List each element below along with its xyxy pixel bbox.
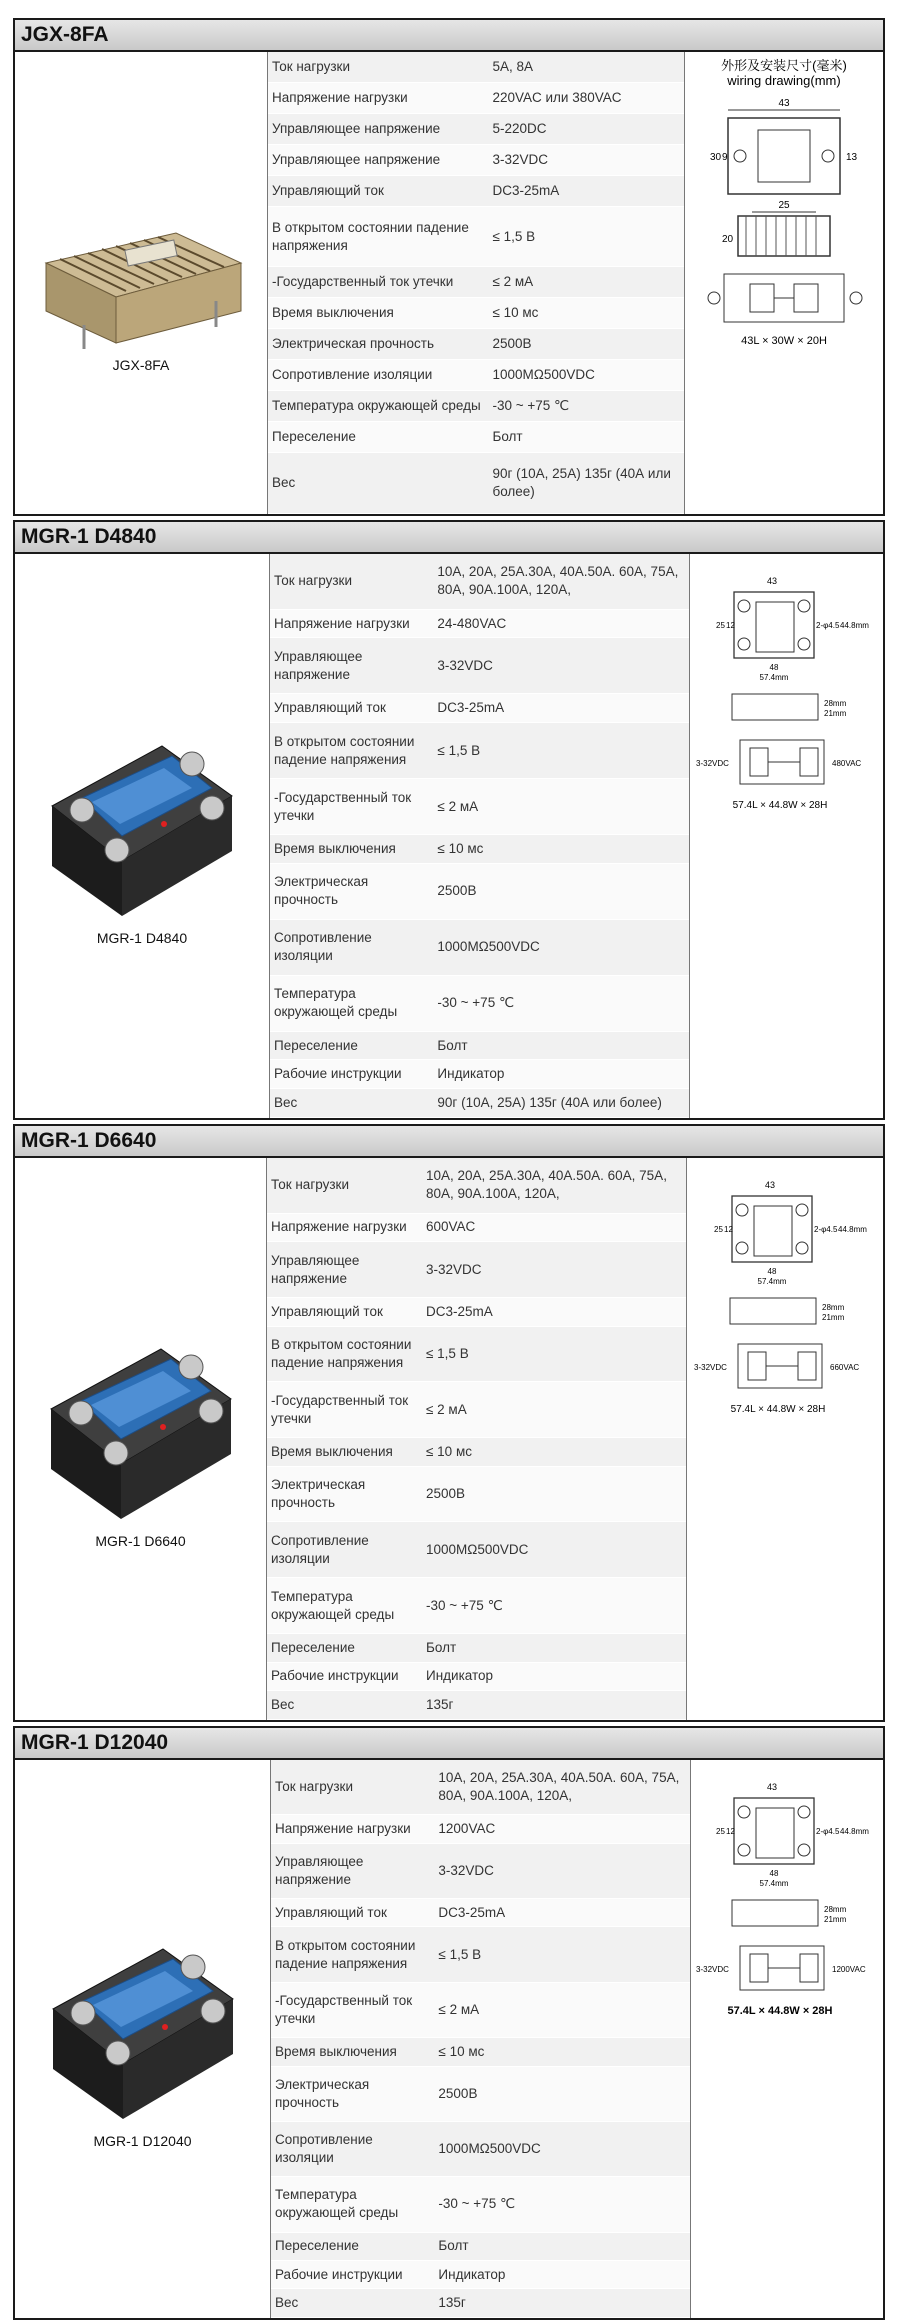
dim-label: 3-32VDC — [696, 1965, 729, 1974]
spec-label: Переселение — [267, 1633, 422, 1662]
spec-label: Сопротивление изоляции — [270, 919, 433, 975]
spec-row — [271, 2121, 690, 2176]
spec-row — [271, 2232, 690, 2260]
spec-row — [270, 1089, 689, 1118]
spec-row — [267, 1633, 686, 1662]
spec-label: Электрическая прочность — [267, 1466, 422, 1522]
spec-row — [271, 1760, 690, 1815]
spec-value: ≤ 2 мА — [422, 1382, 686, 1438]
spec-value: Болт — [434, 2232, 690, 2260]
wiring-drawing — [690, 1158, 880, 1438]
spec-value: ≤ 2 мА — [488, 267, 684, 298]
spec-row — [267, 1691, 686, 1720]
spec-row — [268, 391, 684, 422]
spec-label: Время выключения — [268, 298, 488, 329]
spec-value: DC3-25mA — [422, 1297, 686, 1326]
spec-label: Время выключения — [267, 1438, 422, 1467]
spec-row — [271, 1898, 690, 1926]
product-photo-panel — [15, 1760, 271, 2318]
spec-value: ≤ 2 мА — [434, 1982, 690, 2037]
spec-value: ≤ 1,5 В — [488, 206, 684, 266]
spec-row — [268, 329, 684, 360]
product-title: JGX-8FA — [15, 20, 883, 52]
dim-label: 28mm — [823, 699, 846, 708]
spec-value: -30 ~ +75 ℃ — [434, 2177, 690, 2232]
dim-label: 660VAC — [830, 1363, 860, 1372]
spec-row — [270, 609, 689, 638]
spec-table — [271, 1760, 690, 2318]
spec-label: -Государственный ток утечки — [267, 1382, 422, 1438]
spec-value: 1000MΩ500VDC — [433, 919, 689, 975]
dim-label: 44.8mm — [838, 1225, 867, 1234]
spec-table — [267, 1158, 686, 1720]
spec-label: -Государственный ток утечки — [270, 779, 433, 835]
dim-label: 57.4mm — [757, 1277, 787, 1286]
spec-label: Вес — [271, 2289, 434, 2318]
spec-value: 3-32VDC — [488, 144, 684, 175]
product-section — [13, 520, 885, 1120]
spec-value: 1000MΩ500VDC — [434, 2121, 690, 2176]
spec-value: 3-32VDC — [433, 638, 689, 694]
spec-row — [270, 779, 689, 835]
spec-value: ≤ 10 мс — [488, 298, 684, 329]
wiring-drawing-panel — [690, 554, 883, 1118]
spec-value: ≤ 2 мА — [433, 779, 689, 835]
dim-label: 3-32VDC — [695, 759, 729, 768]
spec-value: Болт — [433, 1031, 689, 1060]
spec-row — [268, 267, 684, 298]
spec-row — [267, 1578, 686, 1634]
spec-row — [271, 2038, 690, 2066]
spec-value: 90г (10А, 25А) 135г (40А или более) — [433, 1089, 689, 1118]
size-label: 57.4L × 44.8W × 28H — [730, 1404, 826, 1415]
spec-value: 5-220DC — [488, 113, 684, 144]
product-section — [13, 1124, 885, 1722]
spec-value: DC3-25mA — [433, 694, 689, 723]
spec-panel — [270, 554, 690, 1118]
spec-label: -Государственный ток утечки — [271, 1982, 434, 2037]
spec-value: 220VAC или 380VAC — [488, 82, 684, 113]
spec-label: Рабочие инструкции — [267, 1662, 422, 1691]
dim-label: 13 — [846, 152, 858, 163]
wiring-drawing — [692, 554, 882, 834]
dim-label: 12 — [726, 1827, 735, 1836]
spec-row — [268, 298, 684, 329]
spec-label: Температура окружающей среды — [270, 975, 433, 1031]
spec-label: В открытом состоянии падение напряжения — [270, 723, 433, 779]
spec-label: Управляющее напряжение — [270, 638, 433, 694]
dim-label: 43 — [764, 1180, 776, 1190]
spec-label: Сопротивление изоляции — [268, 360, 488, 391]
dim-label: 480VAC — [831, 759, 861, 768]
spec-label: Вес — [270, 1089, 433, 1118]
spec-table — [270, 554, 689, 1118]
spec-label: Ток нагрузки — [267, 1158, 422, 1213]
spec-row — [267, 1466, 686, 1522]
product-photo — [41, 1329, 241, 1529]
dim-label: 43 — [766, 1782, 778, 1792]
dim-label: 57.4mm — [759, 1879, 789, 1888]
product-photo-panel — [15, 52, 268, 514]
spec-label: В открытом состоянии падение напряжения — [268, 206, 488, 266]
spec-label: Электрическая прочность — [268, 329, 488, 360]
dim-label: 25 — [715, 621, 725, 630]
spec-row — [270, 554, 689, 609]
spec-row — [271, 2066, 690, 2121]
spec-value: ≤ 1,5 В — [433, 723, 689, 779]
dim-label: 2-φ4.5 — [814, 1225, 838, 1234]
spec-value: 5A, 8A — [488, 52, 684, 82]
spec-table — [268, 52, 684, 514]
spec-label: Управляющее напряжение — [268, 113, 488, 144]
spec-panel — [267, 1158, 687, 1720]
spec-label: Напряжение нагрузки — [268, 82, 488, 113]
spec-value: 3-32VDC — [434, 1843, 690, 1898]
product-photo — [43, 1929, 243, 2129]
spec-row — [270, 694, 689, 723]
spec-value: 135г — [434, 2289, 690, 2318]
spec-label: Сопротивление изоляции — [267, 1522, 422, 1578]
size-label: 57.4L × 44.8W × 28H — [727, 2005, 833, 2017]
dim-label: 2-φ4.5 — [815, 621, 839, 630]
product-caption: JGX-8FA — [112, 357, 170, 373]
spec-value: -30 ~ +75 ℃ — [433, 975, 689, 1031]
spec-row — [267, 1213, 686, 1242]
spec-row — [268, 206, 684, 266]
spec-row — [270, 638, 689, 694]
dim-label: 21mm — [822, 1313, 845, 1322]
spec-value: DC3-25mA — [434, 1898, 690, 1926]
spec-row — [268, 422, 684, 453]
spec-value: 3-32VDC — [422, 1242, 686, 1298]
dim-label: 25 — [778, 200, 790, 211]
spec-label: Управляющее напряжение — [268, 144, 488, 175]
spec-value: ≤ 10 мс — [434, 2038, 690, 2066]
spec-label: -Государственный ток утечки — [268, 267, 488, 298]
spec-label: Управляющее напряжение — [267, 1242, 422, 1298]
dim-label: 2-φ4.5 — [816, 1827, 840, 1836]
spec-value: 135г — [422, 1691, 686, 1720]
spec-row — [270, 919, 689, 975]
dim-label: 48 — [767, 1267, 777, 1276]
dim-label: 21mm — [823, 709, 846, 718]
spec-row — [267, 1522, 686, 1578]
spec-value: 10A, 20A, 25A.30A, 40A.50A. 60A, 75A, 80A, 90A.100A, 120A, — [422, 1158, 686, 1213]
spec-value: ≤ 1,5 В — [422, 1326, 686, 1382]
spec-row — [271, 2289, 690, 2318]
spec-value: 1000MΩ500VDC — [422, 1522, 686, 1578]
spec-label: Управляющий ток — [268, 175, 488, 206]
spec-row — [270, 863, 689, 919]
product-title: MGR-1 D4840 — [15, 522, 883, 554]
spec-label: Сопротивление изоляции — [271, 2121, 434, 2176]
spec-label: Ток нагрузки — [271, 1760, 434, 1815]
spec-row — [267, 1662, 686, 1691]
dim-label: 43 — [766, 576, 777, 586]
wiring-drawing-panel — [685, 52, 883, 514]
spec-panel — [268, 52, 685, 514]
spec-row — [270, 975, 689, 1031]
spec-row — [271, 1982, 690, 2037]
spec-label: Напряжение нагрузки — [270, 609, 433, 638]
spec-value: 2500В — [422, 1466, 686, 1522]
wiring-drawing — [692, 1760, 882, 2040]
spec-value: 90г (10А, 25А) 135г (40А или более) — [488, 453, 684, 514]
spec-label: Электрическая прочность — [271, 2066, 434, 2121]
spec-rows — [271, 1760, 690, 2318]
spec-rows — [268, 52, 684, 514]
product-photo-panel — [15, 554, 270, 1118]
spec-row — [271, 1815, 690, 1843]
drawing-header-cn: 外形及安装尺寸(毫米) — [721, 58, 847, 73]
spec-row — [271, 1927, 690, 1982]
dim-label: 1200VAC — [832, 1965, 866, 1974]
product-caption: MGR-1 D12040 — [93, 2133, 192, 2149]
spec-label: Напряжение нагрузки — [271, 1815, 434, 1843]
spec-label: Вес — [268, 453, 488, 514]
spec-row — [268, 175, 684, 206]
wiring-drawing-panel — [687, 1158, 883, 1720]
spec-value: ≤ 1,5 В — [434, 1927, 690, 1982]
spec-value: Индикатор — [433, 1060, 689, 1089]
spec-row — [267, 1326, 686, 1382]
wiring-drawing-panel — [691, 1760, 883, 2318]
spec-row — [268, 453, 684, 514]
spec-row — [267, 1382, 686, 1438]
product-photo-panel — [15, 1158, 267, 1720]
spec-label: Время выключения — [270, 835, 433, 864]
dim-label: 43 — [778, 98, 790, 109]
dim-label: 48 — [769, 663, 778, 672]
spec-panel — [271, 1760, 691, 2318]
spec-row — [268, 82, 684, 113]
product-title: MGR-1 D12040 — [15, 1728, 883, 1760]
dim-label: 28mm — [822, 1303, 845, 1312]
spec-rows — [267, 1158, 686, 1720]
spec-label: Электрическая прочность — [270, 863, 433, 919]
spec-label: Переселение — [268, 422, 488, 453]
product-caption: MGR-1 D4840 — [96, 930, 188, 946]
product-title: MGR-1 D6640 — [15, 1126, 883, 1158]
spec-value: 10A, 20A, 25A.30A, 40A.50A. 60A, 75A, 80A, 90A.100A, 120A, — [434, 1760, 690, 1815]
spec-value: 2500В — [433, 863, 689, 919]
spec-value: -30 ~ +75 ℃ — [422, 1578, 686, 1634]
spec-label: Переселение — [271, 2232, 434, 2260]
dim-label: 9 — [722, 152, 728, 163]
spec-row — [271, 2261, 690, 2289]
size-label: 57.4L × 44.8W × 28H — [732, 800, 827, 811]
spec-label: Управляющий ток — [267, 1297, 422, 1326]
spec-row — [267, 1242, 686, 1298]
size-label: 43L × 30W × 20H — [741, 335, 827, 347]
spec-row — [270, 835, 689, 864]
dim-label: 48 — [769, 1869, 779, 1878]
spec-label: Управляющий ток — [270, 694, 433, 723]
spec-label: В открытом состоянии падение напряжения — [271, 1927, 434, 1982]
spec-value: 24-480VAC — [433, 609, 689, 638]
dim-label: 44.8mm — [839, 621, 869, 630]
dim-label: 12 — [724, 1225, 733, 1234]
dim-label: 44.8mm — [840, 1827, 869, 1836]
product-section — [13, 18, 885, 516]
dim-label: 25 — [714, 1225, 723, 1234]
spec-row — [268, 113, 684, 144]
spec-value: Индикатор — [422, 1662, 686, 1691]
spec-label: Переселение — [270, 1031, 433, 1060]
dim-label: 20 — [722, 234, 734, 245]
spec-label: Управляющее напряжение — [271, 1843, 434, 1898]
dim-label: 21mm — [824, 1915, 847, 1924]
spec-label: Управляющий ток — [271, 1898, 434, 1926]
spec-label: Ток нагрузки — [270, 554, 433, 609]
product-caption: MGR-1 D6640 — [95, 1533, 186, 1549]
spec-label: Рабочие инструкции — [270, 1060, 433, 1089]
spec-row — [268, 360, 684, 391]
spec-rows — [270, 554, 689, 1118]
spec-row — [268, 144, 684, 175]
spec-label: Напряжение нагрузки — [267, 1213, 422, 1242]
product-section — [13, 1726, 885, 2320]
spec-row — [271, 2177, 690, 2232]
wiring-drawing — [686, 52, 882, 372]
spec-row — [270, 1031, 689, 1060]
spec-value: DC3-25mA — [488, 175, 684, 206]
drawing-header-en: wiring drawing(mm) — [727, 73, 841, 88]
spec-value: ≤ 10 мс — [433, 835, 689, 864]
spec-row — [270, 1060, 689, 1089]
product-photo — [26, 193, 256, 353]
spec-row — [270, 723, 689, 779]
dim-label: 30 — [710, 152, 722, 163]
spec-label: Температура окружающей среды — [268, 391, 488, 422]
spec-value: 10A, 20A, 25A.30A, 40A.50A. 60A, 75A, 80A, 90A.100A, 120A, — [433, 554, 689, 609]
spec-label: Время выключения — [271, 2038, 434, 2066]
spec-value: 1000MΩ500VDC — [488, 360, 684, 391]
spec-row — [268, 52, 684, 82]
spec-label: Рабочие инструкции — [271, 2261, 434, 2289]
spec-label: Вес — [267, 1691, 422, 1720]
spec-row — [267, 1438, 686, 1467]
product-photo — [42, 726, 242, 926]
spec-value: ≤ 10 мс — [422, 1438, 686, 1467]
spec-value: Болт — [488, 422, 684, 453]
spec-row — [267, 1158, 686, 1213]
spec-row — [271, 1843, 690, 1898]
dim-label: 57.4mm — [759, 673, 788, 682]
spec-value: 600VAC — [422, 1213, 686, 1242]
spec-label: Температура окружающей среды — [267, 1578, 422, 1634]
spec-value: Болт — [422, 1633, 686, 1662]
spec-row — [267, 1297, 686, 1326]
dim-label: 12 — [725, 621, 735, 630]
spec-value: 2500В — [434, 2066, 690, 2121]
spec-label: Ток нагрузки — [268, 52, 488, 82]
dim-label: 28mm — [824, 1905, 847, 1914]
spec-label: В открытом состоянии падение напряжения — [267, 1326, 422, 1382]
spec-value: 1200VAC — [434, 1815, 690, 1843]
spec-label: Температура окружающей среды — [271, 2177, 434, 2232]
dim-label: 25 — [716, 1827, 725, 1836]
spec-value: Индикатор — [434, 2261, 690, 2289]
spec-value: -30 ~ +75 ℃ — [488, 391, 684, 422]
dim-label: 3-32VDC — [694, 1363, 727, 1372]
spec-value: 2500В — [488, 329, 684, 360]
